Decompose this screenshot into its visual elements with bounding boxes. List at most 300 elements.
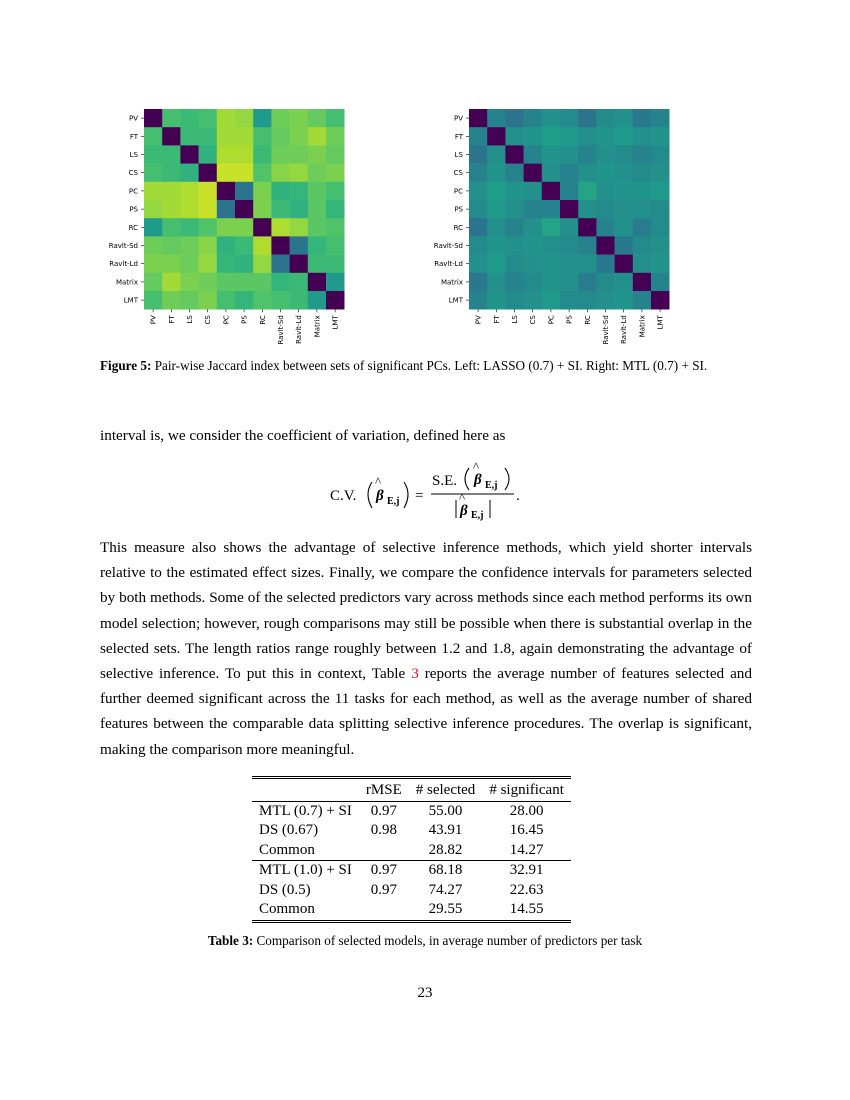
heatmap-cell: [651, 291, 670, 310]
heatmap-cell: [326, 127, 345, 146]
heatmap-cell: [487, 273, 506, 292]
heatmap-cell: [217, 182, 236, 201]
y-tick-label: Ravlt-Sd: [108, 242, 138, 250]
table-row: [252, 821, 571, 841]
heatmap-cell: [524, 291, 543, 310]
heatmap-cell: [505, 182, 524, 201]
heatmap-cell: [578, 273, 597, 292]
heatmap-cell: [469, 164, 488, 183]
heatmap-cell: [578, 200, 597, 219]
heatmap-cell: [271, 145, 290, 164]
heatmap-cell: [326, 145, 345, 164]
heatmap-cell: [505, 164, 524, 183]
heatmap-cell: [633, 164, 652, 183]
heatmap-cell: [596, 255, 615, 274]
heatmap-lasso: [100, 100, 420, 345]
table-cell: Common: [252, 841, 359, 861]
heatmap-cell: [651, 236, 670, 255]
heatmap-cell: [542, 218, 561, 237]
heatmap-cell: [542, 236, 561, 255]
y-tick-label: CS: [453, 169, 463, 178]
heatmap-cell: [235, 218, 254, 237]
heatmap-cell: [144, 236, 163, 255]
heatmap-cell: [308, 218, 327, 237]
heatmap-cell: [651, 145, 670, 164]
heatmap-cell: [162, 218, 181, 237]
table-header-cell: rMSE: [359, 778, 409, 802]
heatmap-cell: [326, 273, 345, 292]
svg-text:^: ^: [459, 490, 466, 505]
heatmap-cell: [651, 127, 670, 146]
heatmap-cell: [290, 200, 309, 219]
figure-caption-text: Pair-wise Jaccard index between sets of significant PCs. Left: LASSO (0.7) + SI. Right: MTL (0.7) + SI.: [151, 358, 708, 373]
heatmap-mtl: [425, 100, 745, 345]
heatmap-cell: [253, 164, 272, 183]
x-tick-label: RC: [258, 315, 267, 325]
formula-sub-lhs: E,j: [387, 496, 400, 507]
heatmap-cell: [524, 200, 543, 219]
heatmap-cell: [290, 291, 309, 310]
table-cell: 43.91: [428, 822, 463, 838]
heatmap-cell: [235, 109, 254, 128]
y-tick-label: Ravlt-Sd: [433, 242, 463, 250]
table-cell: DS (0.5): [259, 881, 311, 898]
table-cell: DS (0.67): [259, 822, 319, 838]
heatmap-cell: [560, 127, 579, 146]
heatmap-cell: [180, 218, 199, 237]
y-tick-label: Matrix: [115, 278, 138, 287]
x-tick-label: LS: [511, 315, 519, 324]
heatmap-cell: [596, 127, 615, 146]
table-caption-label: Table 3:: [207, 933, 254, 948]
heatmap-cell: [290, 236, 309, 255]
heatmap-cell: [487, 182, 506, 201]
heatmap-cell: [651, 273, 670, 292]
table-cell: 22.63: [509, 881, 544, 898]
heatmap-cell: [217, 109, 236, 128]
formula-lhs: C.V.: [330, 488, 357, 504]
heatmap-cell: [524, 218, 543, 237]
heatmap-cell: [253, 182, 272, 201]
heatmap-cell: [542, 200, 561, 219]
table-cell: [359, 841, 409, 861]
heatmap-cell: [217, 273, 236, 292]
x-tick-label: Matrix: [313, 315, 322, 338]
heatmap-cell: [253, 109, 272, 128]
y-tick-label: PV: [128, 114, 138, 123]
heatmap-cell: [144, 255, 163, 274]
y-tick-label: PC: [453, 187, 463, 196]
y-tick-label: PC: [128, 187, 138, 196]
heatmap-cell: [651, 164, 670, 183]
heatmap-cell: [469, 145, 488, 164]
table-cell: 0.97: [370, 802, 397, 819]
table-row: [252, 801, 571, 821]
svg-text:.: .: [516, 488, 520, 504]
heatmap-cell: [217, 145, 236, 164]
heatmap-cell: [180, 236, 199, 255]
heatmap-cell: [217, 291, 236, 310]
heatmap-cell: [615, 291, 634, 310]
heatmap-cell: [651, 182, 670, 201]
heatmap-cell: [144, 218, 163, 237]
heatmap-cell: [271, 127, 290, 146]
x-tick-label: PV: [474, 315, 483, 325]
x-tick-label: CS: [204, 315, 213, 325]
formula-beta-lhs: β: [376, 488, 384, 504]
y-tick-label: Matrix: [440, 278, 463, 287]
y-tick-label: PS: [129, 205, 138, 214]
heatmap-cell: [217, 236, 236, 255]
svg-text:=: =: [415, 488, 424, 504]
heatmap-cell: [217, 164, 236, 183]
heatmap-cell: [560, 218, 579, 237]
x-tick-label: FT: [167, 315, 176, 324]
heatmap-cell: [180, 164, 199, 183]
heatmap-cell: [308, 291, 327, 310]
heatmap-cell: [505, 200, 524, 219]
x-tick-label: Ravlt-Sd: [277, 315, 285, 345]
formula-sub-den: E,j: [471, 510, 484, 521]
heatmap-cell: [235, 145, 254, 164]
heatmap-cell: [235, 236, 254, 255]
heatmap-cell: [633, 182, 652, 201]
heatmap-cell: [578, 164, 597, 183]
table-cell: 0.97: [370, 881, 397, 898]
heatmap-cell: [162, 164, 181, 183]
heatmap-cell: [596, 273, 615, 292]
table-cell: Common: [252, 900, 359, 921]
heatmap-cell: [235, 127, 254, 146]
heatmap-cell: [615, 218, 634, 237]
heatmap-cell: [578, 291, 597, 310]
heatmap-cell: [308, 127, 327, 146]
table-cell: 55.00: [428, 802, 463, 819]
table-cell: 28.00: [509, 802, 544, 819]
heatmap-cell: [144, 127, 163, 146]
x-tick-label: Matrix: [638, 315, 647, 338]
heatmap-cell: [326, 164, 345, 183]
heatmap-cell: [505, 127, 524, 146]
table-header-row: [252, 778, 571, 802]
heatmap-cell: [487, 218, 506, 237]
y-tick-label: CS: [128, 169, 138, 178]
x-tick-label: PC: [547, 315, 556, 325]
heatmap-cell: [469, 255, 488, 274]
heatmap-cell: [290, 127, 309, 146]
y-tick-label: PV: [453, 114, 463, 123]
heatmap-cell: [162, 291, 181, 310]
heatmap-cell: [271, 200, 290, 219]
y-tick-label: LS: [454, 151, 463, 159]
heatmap-cell: [524, 145, 543, 164]
heatmap-cell: [596, 218, 615, 237]
formula-numerator-se: S.E.: [432, 473, 458, 489]
heatmap-cell: [633, 273, 652, 292]
heatmap-cell: [596, 145, 615, 164]
heatmap-cell: [524, 236, 543, 255]
table-row: [252, 841, 571, 861]
heatmap-cell: [144, 273, 163, 292]
heatmap-cell: [542, 109, 561, 128]
table-reference-link[interactable]: 3: [411, 665, 419, 683]
heatmap-cell: [615, 145, 634, 164]
y-tick-label: Ravlt-Ld: [109, 260, 138, 269]
heatmap-cell: [651, 109, 670, 128]
table-cell: 14.27: [482, 841, 571, 861]
heatmap-cell: [615, 127, 634, 146]
x-tick-label: LS: [186, 315, 194, 324]
heatmap-cell: [615, 255, 634, 274]
heatmap-cell: [578, 109, 597, 128]
heatmap-cell: [651, 218, 670, 237]
heatmap-cell: [235, 291, 254, 310]
heatmap-cell: [560, 273, 579, 292]
heatmap-cell: [253, 236, 272, 255]
heatmap-cell: [162, 109, 181, 128]
heatmap-cell: [487, 291, 506, 310]
heatmap-cell: [560, 236, 579, 255]
heatmap-cell: [308, 236, 327, 255]
heatmap-cell: [144, 164, 163, 183]
heatmap-cell: [524, 109, 543, 128]
heatmap-cell: [253, 145, 272, 164]
heatmap-cell: [199, 164, 218, 183]
heatmap-cell: [469, 218, 488, 237]
heatmap-cell: [199, 236, 218, 255]
table-row: [252, 881, 571, 901]
table-header-cell: # selected: [409, 778, 483, 802]
heatmap-cell: [199, 200, 218, 219]
heatmap-cell: [290, 218, 309, 237]
formula-sub-num: E,j: [485, 480, 498, 491]
cv-formula: [0, 462, 850, 526]
heatmap-cell: [199, 255, 218, 274]
heatmap-cell: [633, 145, 652, 164]
heatmap-cell: [271, 218, 290, 237]
heatmap-cell: [596, 291, 615, 310]
heatmap-cell: [651, 255, 670, 274]
y-tick-label: LMT: [448, 296, 463, 305]
heatmap-cell: [217, 127, 236, 146]
heatmap-cell: [596, 200, 615, 219]
heatmap-cell: [144, 291, 163, 310]
y-tick-label: PS: [454, 205, 463, 214]
table-cell: 68.18: [428, 862, 463, 878]
heatmap-cell: [524, 164, 543, 183]
x-tick-label: RC: [583, 315, 592, 325]
heatmap-cell: [524, 255, 543, 274]
heatmap-cell: [217, 218, 236, 237]
heatmap-cell: [505, 236, 524, 255]
heatmap-cell: [560, 291, 579, 310]
heatmap-cell: [542, 255, 561, 274]
heatmap-cell: [162, 145, 181, 164]
heatmap-cell: [542, 291, 561, 310]
heatmap-cell: [633, 127, 652, 146]
heatmap-cell: [542, 127, 561, 146]
heatmap-cell: [505, 109, 524, 128]
figure-caption-label: Figure 5:: [100, 358, 152, 373]
x-tick-label: PS: [565, 315, 574, 324]
y-tick-label: LMT: [123, 296, 138, 305]
heatmap-cell: [505, 255, 524, 274]
heatmap-cell: [290, 273, 309, 292]
table-cell: 0.97: [370, 862, 397, 878]
heatmap-cell: [633, 109, 652, 128]
heatmap-cell: [469, 109, 488, 128]
heatmap-cell: [560, 145, 579, 164]
table-row: [252, 900, 571, 921]
heatmap-cell: [560, 182, 579, 201]
formula-beta-num: β: [474, 472, 482, 488]
table-cell: 14.55: [482, 900, 571, 921]
heatmap-cell: [542, 145, 561, 164]
heatmap-cell: [326, 255, 345, 274]
heatmap-cell: [633, 236, 652, 255]
heatmap-cell: [290, 109, 309, 128]
heatmap-cell: [615, 200, 634, 219]
heatmap-cell: [487, 109, 506, 128]
heatmap-cell: [542, 273, 561, 292]
heatmap-cell: [487, 236, 506, 255]
heatmap-cell: [615, 182, 634, 201]
heatmap-cell: [578, 182, 597, 201]
heatmap-cell: [144, 145, 163, 164]
heatmap-cell: [217, 200, 236, 219]
heatmap-cell: [487, 200, 506, 219]
heatmap-cell: [469, 127, 488, 146]
heatmap-cell: [505, 291, 524, 310]
heatmap-cell: [560, 164, 579, 183]
heatmap-cell: [290, 164, 309, 183]
heatmap-cell: [578, 127, 597, 146]
table-cell: 32.91: [509, 862, 544, 878]
x-tick-label: FT: [492, 315, 501, 324]
table-header-cell: [252, 778, 359, 802]
heatmap-cell: [578, 145, 597, 164]
heatmap-cell: [560, 109, 579, 128]
comparison-table: [252, 776, 571, 923]
heatmap-cell: [162, 236, 181, 255]
y-tick-label: RC: [128, 223, 138, 232]
table-header-cell: # significant: [482, 778, 571, 802]
heatmap-cell: [524, 273, 543, 292]
table-row: [252, 861, 571, 881]
heatmap-cell: [308, 182, 327, 201]
heatmap-cell: [217, 255, 236, 274]
formula-beta-den: β: [460, 503, 468, 519]
heatmap-cell: [235, 273, 254, 292]
svg-text:^: ^: [375, 474, 382, 489]
y-tick-label: LS: [129, 151, 138, 159]
heatmap-cell: [199, 127, 218, 146]
heatmap-cell: [253, 291, 272, 310]
heatmap-cell: [290, 182, 309, 201]
heatmap-cell: [578, 218, 597, 237]
heatmap-cell: [505, 218, 524, 237]
y-tick-label: RC: [453, 223, 463, 232]
heatmap-cell: [308, 255, 327, 274]
heatmap-cell: [469, 236, 488, 255]
intro-line-text: interval is, we consider the coefficient of variation, defined here as: [100, 427, 506, 444]
table-cell: MTL (1.0) + SI: [259, 862, 352, 878]
y-tick-label: FT: [454, 132, 463, 141]
heatmap-cell: [180, 273, 199, 292]
heatmap-cell: [308, 200, 327, 219]
heatmap-cell: [615, 109, 634, 128]
table-caption-text: Comparison of selected models, in average number of predictors per task: [253, 933, 643, 948]
table-cell: MTL (0.7) + SI: [259, 802, 352, 819]
heatmap-cell: [596, 236, 615, 255]
heatmap-cell: [308, 109, 327, 128]
heatmap-cell: [253, 255, 272, 274]
heatmap-cell: [235, 164, 254, 183]
heatmap-cell: [633, 255, 652, 274]
heatmap-cell: [271, 236, 290, 255]
heatmap-cell: [651, 200, 670, 219]
heatmap-cell: [199, 182, 218, 201]
heatmap-cell: [469, 182, 488, 201]
heatmap-cell: [542, 164, 561, 183]
heatmap-cell: [578, 236, 597, 255]
heatmap-cell: [271, 291, 290, 310]
heatmap-cell: [199, 291, 218, 310]
heatmap-cell: [290, 145, 309, 164]
heatmap-cell: [235, 182, 254, 201]
heatmap-cell: [524, 127, 543, 146]
heatmap-cell: [308, 164, 327, 183]
heatmap-cell: [308, 273, 327, 292]
heatmap-cell: [308, 145, 327, 164]
heatmap-cell: [578, 255, 597, 274]
heatmap-cell: [180, 291, 199, 310]
heatmap-cell: [633, 291, 652, 310]
heatmap-cell: [469, 273, 488, 292]
heatmap-cell: [253, 273, 272, 292]
figure-caption: [100, 357, 752, 375]
heatmap-cell: [162, 255, 181, 274]
heatmap-cell: [560, 200, 579, 219]
heatmap-cell: [271, 255, 290, 274]
heatmap-cell: [633, 200, 652, 219]
heatmap-cell: [271, 182, 290, 201]
table-cell: 29.55: [409, 900, 483, 921]
heatmap-cell: [615, 273, 634, 292]
heatmap-cell: [271, 164, 290, 183]
heatmap-cell: [162, 182, 181, 201]
heatmap-cell: [469, 291, 488, 310]
x-tick-label: LMT: [331, 315, 340, 330]
heatmap-cell: [615, 164, 634, 183]
x-tick-label: PC: [222, 315, 231, 325]
heatmap-cell: [271, 109, 290, 128]
table-cell: [359, 900, 409, 921]
heatmap-cell: [524, 182, 543, 201]
heatmap-cell: [199, 109, 218, 128]
heatmap-cell: [505, 145, 524, 164]
heatmap-cell: [596, 164, 615, 183]
heatmap-cell: [180, 127, 199, 146]
heatmap-cell: [290, 255, 309, 274]
table-caption: [0, 933, 850, 949]
heatmap-cell: [633, 218, 652, 237]
x-tick-label: LMT: [656, 315, 665, 330]
heatmap-cell: [162, 273, 181, 292]
heatmap-cell: [560, 255, 579, 274]
heatmap-cell: [144, 182, 163, 201]
heatmap-cell: [615, 236, 634, 255]
